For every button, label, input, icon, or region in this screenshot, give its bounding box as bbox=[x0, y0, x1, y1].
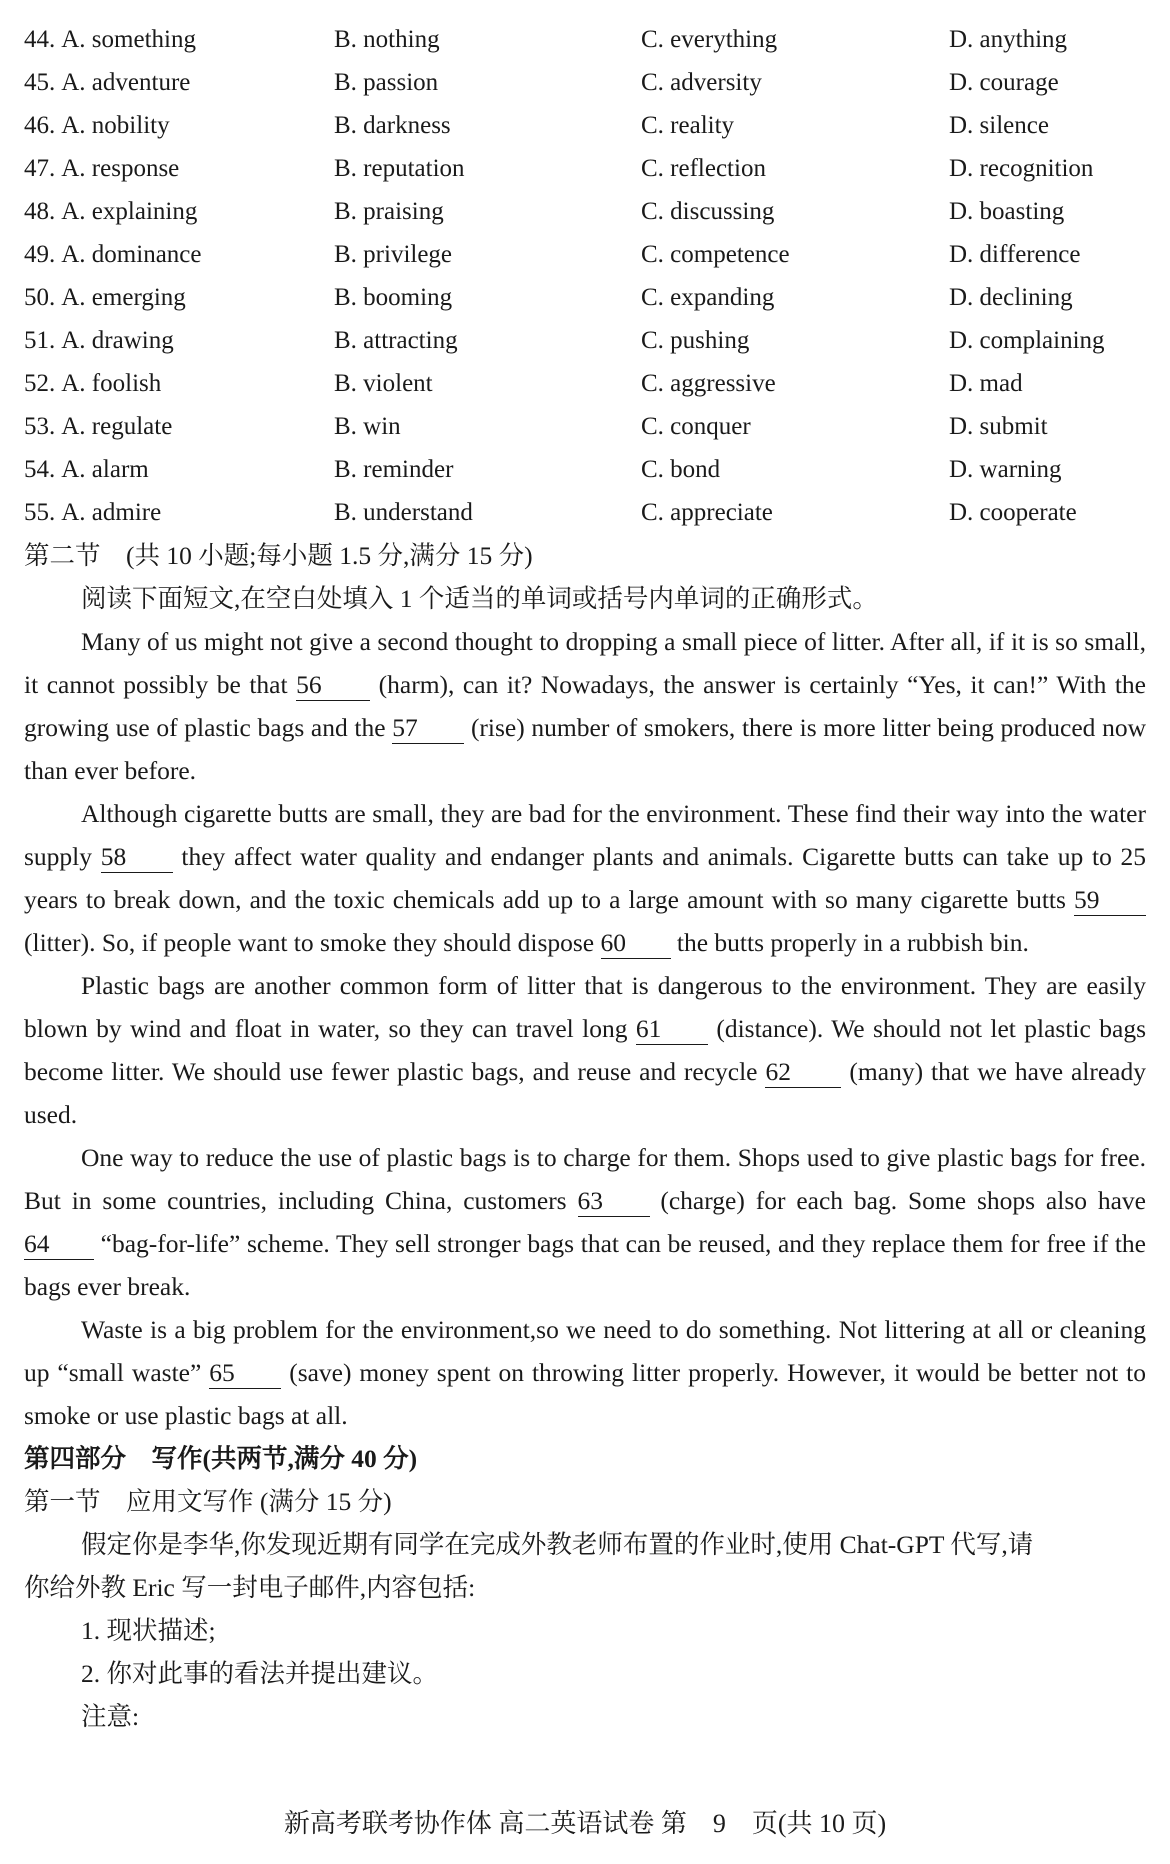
option-c[interactable]: C. reflection bbox=[641, 155, 766, 182]
option-c[interactable]: C. everything bbox=[641, 26, 778, 53]
question-row bbox=[24, 233, 1144, 276]
option-b[interactable]: B. reputation bbox=[334, 155, 465, 182]
page-footer: 新高考联考协作体 高二英语试卷 第 9 页(共 10 页) bbox=[283, 1809, 887, 1838]
question-row bbox=[24, 276, 1144, 319]
passage-paragraph-3: Plastic bags are another common form of litter that is dangerous to the environment. They are easily blown by wind and float in water, so they can travel long 61 (distance). We should not let plastic bags become litter. We should use fewer plastic bags, and reuse and recycle 62 (many) that we have already used. bbox=[24, 971, 1146, 1129]
section-2-heading: 第二节 (共 10 小题;每小题 1.5 分,满分 15 分) bbox=[24, 541, 533, 570]
option-d[interactable]: D. boasting bbox=[949, 198, 1065, 225]
option-a-label: A. foolish bbox=[61, 370, 162, 397]
question-number: 53. bbox=[24, 413, 56, 440]
option-a[interactable] bbox=[24, 147, 179, 190]
question-number: 50. bbox=[24, 284, 56, 311]
question-number: 46. bbox=[24, 112, 56, 139]
blank-57[interactable]: 57 bbox=[392, 713, 464, 744]
writing-prompt-line-1: 假定你是李华,你发现近期有同学在完成外教老师布置的作业时,使用 Chat-GPT 代写,请 bbox=[81, 1530, 1034, 1559]
option-b[interactable]: B. win bbox=[334, 413, 401, 440]
question-row bbox=[24, 491, 1144, 534]
option-a-label: A. explaining bbox=[61, 198, 198, 225]
option-b[interactable]: B. understand bbox=[334, 499, 473, 526]
option-a-label: A. response bbox=[61, 155, 180, 182]
option-c[interactable]: C. reality bbox=[641, 112, 735, 139]
option-a[interactable] bbox=[24, 319, 174, 362]
question-number: 51. bbox=[24, 327, 56, 354]
option-a-label: A. regulate bbox=[61, 413, 173, 440]
writing-item-2: 2. 你对此事的看法并提出建议。 bbox=[81, 1659, 439, 1688]
option-a-label: A. something bbox=[61, 26, 196, 53]
blank-64[interactable]: 64 bbox=[24, 1229, 94, 1260]
option-b[interactable]: B. nothing bbox=[334, 26, 440, 53]
question-number: 49. bbox=[24, 241, 56, 268]
option-a[interactable] bbox=[24, 448, 149, 491]
blank-61[interactable]: 61 bbox=[636, 1014, 708, 1045]
option-a[interactable] bbox=[24, 104, 170, 147]
question-row bbox=[24, 61, 1144, 104]
option-a-label: A. admire bbox=[61, 499, 162, 526]
question-row bbox=[24, 362, 1144, 405]
option-c[interactable]: C. conquer bbox=[641, 413, 751, 440]
option-a[interactable] bbox=[24, 18, 196, 61]
option-a-label: A. adventure bbox=[61, 69, 191, 96]
blank-56[interactable]: 56 bbox=[296, 670, 370, 701]
option-b[interactable]: B. praising bbox=[334, 198, 444, 225]
question-number: 45. bbox=[24, 69, 56, 96]
multiple-choice-options bbox=[24, 18, 1144, 534]
option-a-label: A. dominance bbox=[61, 241, 202, 268]
option-d[interactable]: D. recognition bbox=[949, 155, 1094, 182]
question-number: 47. bbox=[24, 155, 56, 182]
option-b[interactable]: B. passion bbox=[334, 69, 439, 96]
option-b[interactable]: B. attracting bbox=[334, 327, 458, 354]
option-b[interactable]: B. privilege bbox=[334, 241, 453, 268]
question-row bbox=[24, 190, 1144, 233]
option-c[interactable]: C. pushing bbox=[641, 327, 750, 354]
question-number: 54. bbox=[24, 456, 56, 483]
question-number: 55. bbox=[24, 499, 56, 526]
option-c[interactable]: C. adversity bbox=[641, 69, 762, 96]
option-d[interactable]: D. declining bbox=[949, 284, 1073, 311]
option-d[interactable]: D. cooperate bbox=[949, 499, 1077, 526]
main-text bbox=[24, 534, 1146, 1738]
option-a-label: A. nobility bbox=[61, 112, 170, 139]
option-b[interactable]: B. darkness bbox=[334, 112, 451, 139]
passage-paragraph-5: Waste is a big problem for the environment,so we need to do something. Not littering at all or cleaning up “small waste” 65 (save) money spent on throwing litter properly. However, it would be better not to smoke or use plastic bags at all. bbox=[24, 1315, 1146, 1430]
question-row bbox=[24, 147, 1144, 190]
option-d[interactable]: D. complaining bbox=[949, 327, 1105, 354]
passage-paragraph-4: One way to reduce the use of plastic bags is to charge for them. Shops used to give plastic bags for free. But in some countries, including China, customers 63 (charge) for each bag. Some shops also have 64 “bag-for-life” scheme. They sell stronger bags that can be reused, and they replace them for free if the bags ever break. bbox=[24, 1143, 1147, 1301]
option-c[interactable]: C. appreciate bbox=[641, 499, 773, 526]
option-a[interactable] bbox=[24, 491, 161, 534]
option-c[interactable]: C. discussing bbox=[641, 198, 775, 225]
section-2-instruction: 阅读下面短文,在空白处填入 1 个适当的单词或括号内单词的正确形式。 bbox=[81, 584, 878, 613]
option-a[interactable] bbox=[24, 276, 186, 319]
option-a[interactable] bbox=[24, 61, 190, 104]
option-a[interactable] bbox=[24, 233, 201, 276]
question-number: 48. bbox=[24, 198, 56, 225]
question-row bbox=[24, 319, 1144, 362]
option-a[interactable] bbox=[24, 405, 172, 448]
blank-59[interactable]: 59 bbox=[1074, 885, 1146, 916]
writing-note: 注意: bbox=[81, 1702, 140, 1731]
part-4-section-1-heading: 第一节 应用文写作 (满分 15 分) bbox=[24, 1487, 392, 1516]
blank-58[interactable]: 58 bbox=[101, 842, 173, 873]
part-4-heading: 第四部分 写作(共两节,满分 40 分) bbox=[24, 1444, 418, 1473]
option-b[interactable]: B. booming bbox=[334, 284, 453, 311]
question-row bbox=[24, 104, 1144, 147]
option-a-label: A. drawing bbox=[61, 327, 174, 354]
blank-65[interactable]: 65 bbox=[209, 1358, 281, 1389]
option-d[interactable]: D. anything bbox=[949, 26, 1068, 53]
option-d[interactable]: D. difference bbox=[949, 241, 1081, 268]
writing-prompt-line-2: 你给外教 Eric 写一封电子邮件,内容包括: bbox=[24, 1573, 476, 1602]
option-b[interactable]: B. violent bbox=[334, 370, 433, 397]
option-c[interactable]: C. bond bbox=[641, 456, 721, 483]
question-row bbox=[24, 448, 1144, 491]
option-d[interactable]: D. warning bbox=[949, 456, 1062, 483]
option-d[interactable]: D. silence bbox=[949, 112, 1049, 139]
option-d[interactable]: D. submit bbox=[949, 413, 1048, 440]
question-number: 44. bbox=[24, 26, 56, 53]
option-a[interactable] bbox=[24, 190, 197, 233]
question-row bbox=[24, 405, 1144, 448]
option-a-label: A. alarm bbox=[61, 456, 149, 483]
option-c[interactable]: C. competence bbox=[641, 241, 790, 268]
option-d[interactable]: D. courage bbox=[949, 69, 1059, 96]
passage-paragraph-1: Many of us might not give a second thought to dropping a small piece of litter. After all, if it is so small, it cannot possibly be that 56 (harm), can it? Nowadays, the answer is certainly “Yes, it can!” With the growing use of plastic bags and the 57 (rise) number of smokers, there is more litter being produced now than ever before. bbox=[24, 627, 1147, 785]
option-a[interactable] bbox=[24, 362, 161, 405]
option-c[interactable]: C. aggressive bbox=[641, 370, 776, 397]
blank-60[interactable]: 60 bbox=[601, 928, 671, 959]
option-a-label: A. emerging bbox=[61, 284, 186, 311]
writing-item-1: 1. 现状描述; bbox=[81, 1616, 216, 1645]
passage-paragraph-2: Although cigarette butts are small, they are bad for the environment. These find their way into the water supply 58 they affect water quality and endanger plants and animals. Cigarette butts can take up to 25 years to break down, and the toxic chemicals add up to a large amount with so many cigarette butts 59 (litter). So, if people want to smoke they should dispose 60 the butts properly in a rubbish bin. bbox=[24, 799, 1146, 957]
option-b[interactable]: B. reminder bbox=[334, 456, 454, 483]
option-d[interactable]: D. mad bbox=[949, 370, 1023, 397]
option-c[interactable]: C. expanding bbox=[641, 284, 775, 311]
blank-63[interactable]: 63 bbox=[578, 1186, 650, 1217]
question-number: 52. bbox=[24, 370, 56, 397]
blank-62[interactable]: 62 bbox=[765, 1057, 841, 1088]
question-row bbox=[24, 18, 1144, 61]
